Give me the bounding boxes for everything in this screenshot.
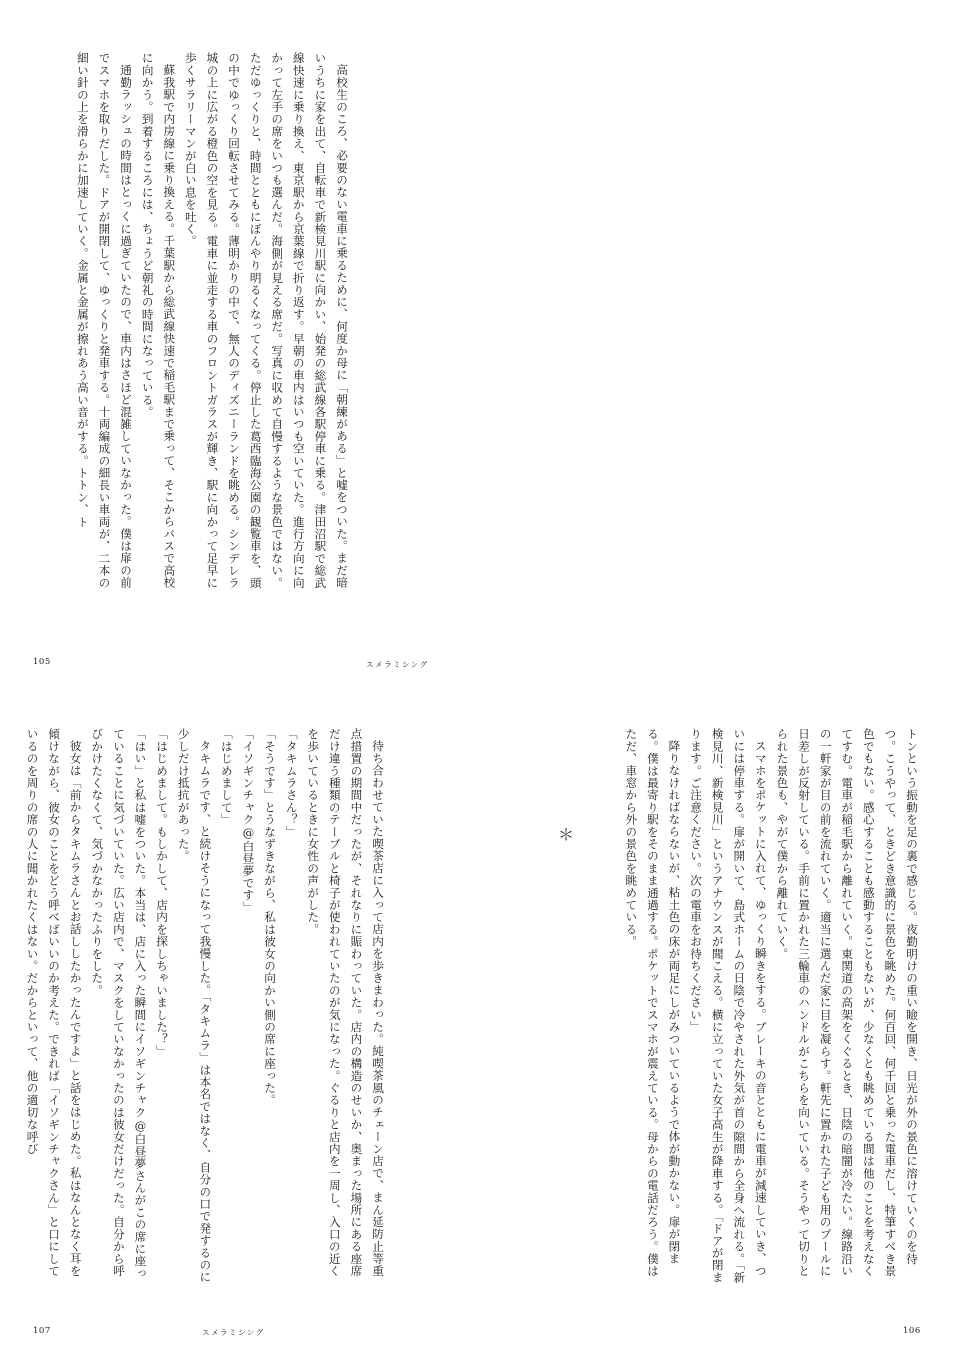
left-paragraph-1: 待ち合わせていた喫茶店に入って店内を歩きまわった。純喫茶風のチェーン店で、まん延防止等重点措置の期間中だったが、それなりに賑わっていた。店内の構造のせいか、奥まった場所にある座席だけ違う種類のテーブルと椅子が使われていたのが気になった。ぐるりと店内を一周し、入口の近くを歩いているときに女性の声がした。 (306, 728, 385, 1277)
right-paragraph-3: 降りなければならないが、粘土色の床が両足にしがみついているようで体が動かない。扉が閉まる。僕は最寄り駅をそのまま通過する。ポケットでスマホが震えている。母からの電話だろう。僕はただ、車窓から外の景色を眺めている。 (624, 728, 682, 1277)
top-paragraph-1: 高校生のころ、必要のない電車に乗るために、何度か母に「朝練がある」と嘘をついた。まだ暗いうちに家を出て、自転車で新検見川駅に向かい、始発の総武線各駅停車に乗る。津田沼駅で総武線快速に乗り換え、東京駅から京葉線で折り返す。早朝の車内はいつも空いていた。進行方向に向かって左手の席をいつも選んだ。海側が見える席だ。写真に収めて自慢するような景色ではない。ただゆっくりと、時間とともにぼんやり明るくなってくる。停止した葛西臨海公園の観覧車を、頭の中でゆっくり回転させてみる。薄明かりの中で、無人のディズニーランドを眺める。シンデレラ城の上に広がる橙色の空を見る。電車に並走する車のフロントガラスが輝き、駅に向かって足早に歩くサラリーマンが白い息を吐く。 (183, 52, 349, 589)
folio-106: 106 (903, 1326, 921, 1336)
left-paragraph-6: タキムラです、と続けそうになって我慢した。「タキムラ」は本名ではなく、自分の口で発するのに少しだけ抵抗があった。 (176, 728, 213, 1283)
right-paragraph-2: スマホをポケットに入れて、ゆっくり瞬きをする。ブレーキの音とともに電車が減速していき、ついには停車する。扉が開いて、島式ホームの日陰で冷やされた外気が首の隙間から全身へ流れる。「新検見川、新検見川」というアナウンスが聞こえる。横に立っていた女子高生が降車する。「ドアが閉まります。ご注意ください。次の電車をお待ちください」 (689, 728, 768, 1284)
left-paragraph-4: 「イソギンチャク@白昼夢です」 (241, 728, 256, 914)
left-paragraph-5: 「はじめまして」 (219, 728, 234, 826)
left-page-body (25, 728, 388, 1288)
top-page-body (52, 52, 352, 600)
left-paragraph-9: 彼女は「前からタキムラさんとお話ししたかったんですよ」と話をはじめた。私はなんとなく耳を傾けながら、彼女のことをどう呼べばいいのか考えた。できれば「イソギンチャクさん」と口にしているのを周りの席の人に聞かれたくはない。だからといって、他の適切な呼び (25, 728, 83, 1277)
left-paragraph-2: 「タキムラさん？」 (284, 728, 299, 838)
top-paragraph-2: 蘇我駅で内房線に乗り換える。千葉駅から総武線快速で稲毛駅まで乗って、そこからバスで高校に向かう。到着するころには、ちょうど朝礼の時間になっている。 (140, 52, 177, 589)
left-paragraph-3: 「そうです」とうなずきながら、私は彼女の向かい側の席に座った。 (263, 728, 278, 1107)
left-paragraph-8: 「はい」と私は嘘をついた。本当は、店に入った瞬間にイソギンチャク@白昼夢さんがこの席に座っていることに気づいていた。広い店内で、マスクをしていなかったのは彼女だけだった。自分から呼びかけたくなくて、気づかなかったふりをした。 (90, 728, 148, 1280)
running-head-left: スメラミシング (202, 1328, 265, 1337)
top-paragraph-3: 通勤ラッシュの時間はとっくに過ぎていたので、車内はさほど混雑していなかった。僕は扉の前でスマホを取りだした。ドアが開閉して、ゆっくりと発車する。十両編成の細長い車両が、二本の細い針の上を滑らかに加速していく。金属と金属が擦れあう高い音がする。トトン、ト (75, 52, 134, 589)
folio-107: 107 (33, 1326, 51, 1336)
section-break-asterisk: ＊ (558, 825, 575, 844)
running-head-top: スメラミシング (366, 660, 429, 669)
left-paragraph-7: 「はじめまして。もしかして、店内を探しちゃいました？」 (155, 728, 170, 1058)
folio-105: 105 (33, 657, 51, 667)
right-page-body (596, 728, 922, 1288)
right-paragraph-1: トンという振動を足の裏で感じる。夜勤明けの重い瞼を開き、日光が外の景色に溶けていくのを待つ。こうやって、ときどき意識的に景色を眺めた。何百回、何千回と乗った電車だし、特筆すべき景色でもない。感心することも感動することもないが、少なくとも眺めている間は他のことを考えなくてすむ。電車が稲毛駅から離れていく。東関道の高架をくぐるとき、日陰の暗闇が冷たい。線路沿いの一軒家が目の前を流れていく。適当に選んだ家に目を凝らす。軒先に置かれた子ども用のプールに日差しが反射している。手前に置かれた三輪車のハンドルがこちらを向いている。そうやって切りとられた景色も、やがて僕から離れていく。 (775, 728, 919, 1277)
